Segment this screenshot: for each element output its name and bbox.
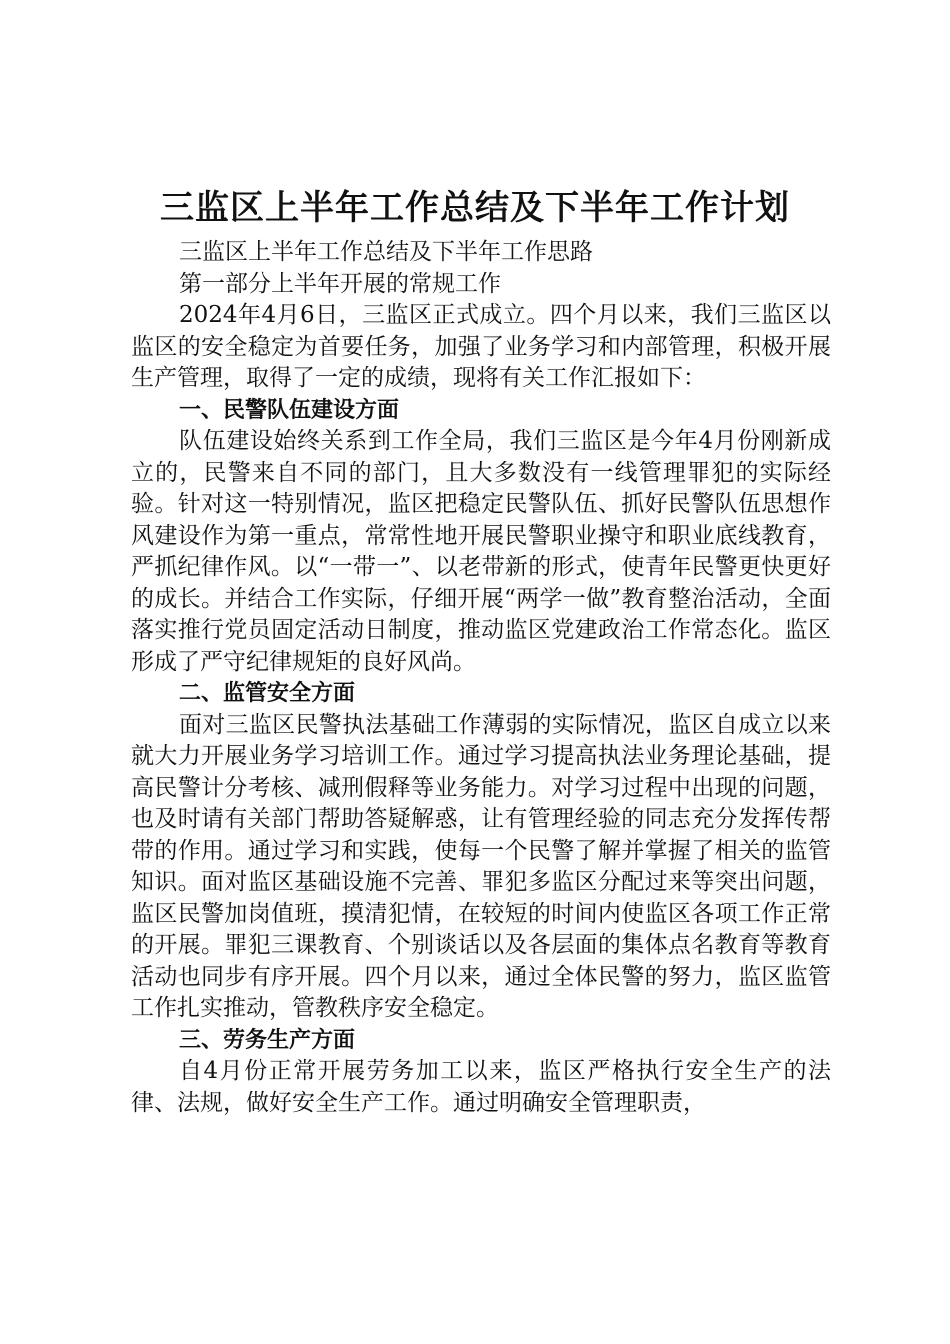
section-heading-labor-production: 三、劳务生产方面 <box>179 1027 356 1053</box>
intro-paragraph: 2024年4月6日，三监区正式成立。四个月以来，我们三监区以监区的安全稳定为首要任务，加强了业务学习和内部管理，积极开展生产管理，取得了一定的成绩，现将有关工作汇报如下： <box>131 302 831 391</box>
section-heading-custody-safety: 二、监管安全方面 <box>179 681 356 706</box>
document-body <box>131 237 831 1119</box>
section-heading-police-team: 一、民警队伍建设方面 <box>179 397 400 423</box>
section-paragraph-custody-safety: 面对三监区民警执法基础工作薄弱的实际情况，监区自成立以来就大力开展业务学习培训工作。通过学习提高执法业务理论基础，提高民警计分考核、减刑假释等业务能力。对学习过程中出现的问题，也及时请有关部门帮助答疑解惑，让有管理经验的同志充分发挥传帮带的作用。通过学习和实践，使每一个民警了解并掌握了相关的监管知识。面对监区基础设施不完善、罪犯多监区分配过来等突出问题，监区民警加岗值班，摸清犯情，在较短的时间内使监区各项工作正常的开展。罪犯三课教育、个别谈话以及各层面的集体点名教育等教育活动也同步有序开展。四个月以来，通过全体民警的努力，监区监管工作扎实推动，管教秩序安全稳定。 <box>131 711 831 1021</box>
document-title: 三监区上半年工作总结及下半年工作计划 <box>160 188 790 228</box>
document-subtitle: 三监区上半年工作总结及下半年工作思路 <box>179 239 593 265</box>
part-heading: 第一部分上半年开展的常规工作 <box>179 270 501 297</box>
section-paragraph-labor-production: 自4月份正常开展劳务加工以来，监区严格执行安全生产的法律、法规，做好安全生产工作。通过明确安全管理职责， <box>131 1058 831 1116</box>
section-paragraph-police-team: 队伍建设始终关系到工作全局，我们三监区是今年4月份刚新成立的，民警来自不同的部门，且大多数没有一线管理罪犯的实际经验。针对这一特别情况，监区把稳定民警队伍、抓好民警队伍思想作风建设作为第一重点，常常性地开展民警职业操守和职业底线教育，严抓纪律作风。以“一带一”、以老带新的形式，使青年民警更快更好的成长。并结合工作实际，仔细开展“两学一做”教育整治活动，全面落实推行党员固定活动日制度，推动监区党建政治工作常态化。监区形成了严守纪律规矩的良好风尚。 <box>131 428 831 675</box>
